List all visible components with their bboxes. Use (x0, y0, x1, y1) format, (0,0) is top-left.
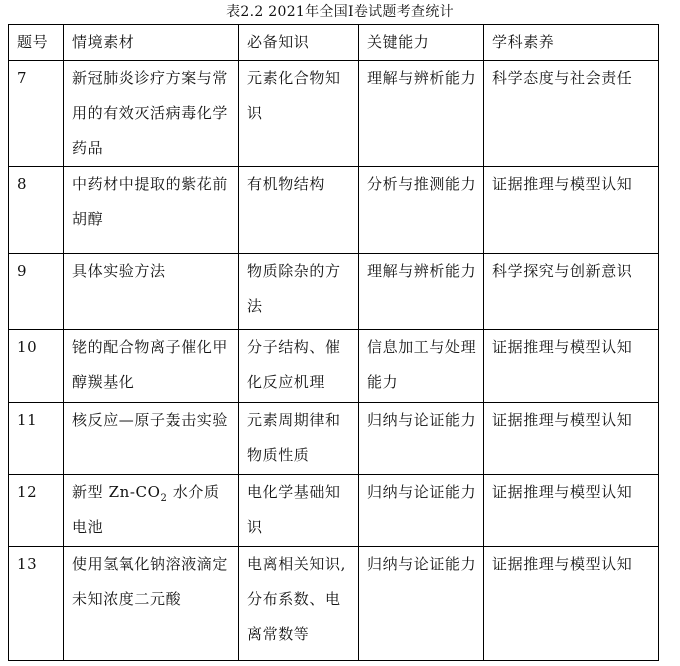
knowledge-cell: 分子结构、催化反应机理 (239, 330, 359, 403)
question-number-cell: 13 (9, 547, 64, 661)
knowledge-cell: 电化学基础知识 (239, 475, 359, 547)
table-caption: 表2.2 2021年全国I卷试题考查统计 (226, 4, 454, 20)
material-cell (64, 475, 239, 547)
question-number-cell: 9 (9, 254, 64, 330)
knowledge-cell: 元素周期律和物质性质 (239, 403, 359, 475)
table-row (9, 403, 659, 475)
exam-statistics-table (8, 24, 659, 661)
header-subject-literacy: 学科素养 (484, 25, 659, 61)
table-row (9, 167, 659, 254)
literacy-cell: 证据推理与模型认知 (484, 330, 659, 403)
literacy-cell: 证据推理与模型认知 (484, 547, 659, 661)
literacy-cell: 证据推理与模型认知 (484, 167, 659, 254)
knowledge-cell: 物质除杂的方法 (239, 254, 359, 330)
header-required-knowledge: 必备知识 (239, 25, 359, 61)
material-cell: 核反应—原子轰击实验 (64, 403, 239, 475)
ability-cell: 理解与辨析能力 (359, 254, 484, 330)
material-cell: 中药材中提取的紫花前胡醇 (64, 167, 239, 254)
material-cell: 使用氢氧化钠溶液滴定未知浓度二元酸 (64, 547, 239, 661)
ability-cell: 分析与推测能力 (359, 167, 484, 254)
ability-cell: 归纳与论证能力 (359, 403, 484, 475)
table-header-row (9, 25, 659, 61)
material-text-prefix: 新型 Zn-CO (72, 483, 161, 501)
header-context-material: 情境素材 (64, 25, 239, 61)
material-cell: 具体实验方法 (64, 254, 239, 330)
table-row (9, 475, 659, 547)
table-row (9, 61, 659, 167)
table-row (9, 254, 659, 330)
question-number-cell: 7 (9, 61, 64, 167)
literacy-cell: 证据推理与模型认知 (484, 475, 659, 547)
ability-cell: 信息加工与处理能力 (359, 330, 484, 403)
table-row (9, 330, 659, 403)
knowledge-cell: 电离相关知识,分布系数、电离常数等 (239, 547, 359, 661)
ability-cell: 归纳与论证能力 (359, 475, 484, 547)
header-question-number: 题号 (9, 25, 64, 61)
knowledge-cell: 元素化合物知识 (239, 61, 359, 167)
literacy-cell: 科学态度与社会责任 (484, 61, 659, 167)
material-subscript: 2 (160, 493, 168, 504)
material-cell: 新冠肺炎诊疗方案与常用的有效灭活病毒化学药品 (64, 61, 239, 167)
question-number-cell: 12 (9, 475, 64, 547)
material-text-suffix: 水介质电池 (72, 483, 220, 536)
question-number-cell: 10 (9, 330, 64, 403)
header-key-ability: 关键能力 (359, 25, 484, 61)
ability-cell: 归纳与论证能力 (359, 547, 484, 661)
literacy-cell: 证据推理与模型认知 (484, 403, 659, 475)
question-number-cell: 8 (9, 167, 64, 254)
knowledge-cell: 有机物结构 (239, 167, 359, 254)
table-row (9, 547, 659, 661)
material-cell: 铑的配合物离子催化甲醇羰基化 (64, 330, 239, 403)
ability-cell: 理解与辨析能力 (359, 61, 484, 167)
question-number-cell: 11 (9, 403, 64, 475)
literacy-cell: 科学探究与创新意识 (484, 254, 659, 330)
